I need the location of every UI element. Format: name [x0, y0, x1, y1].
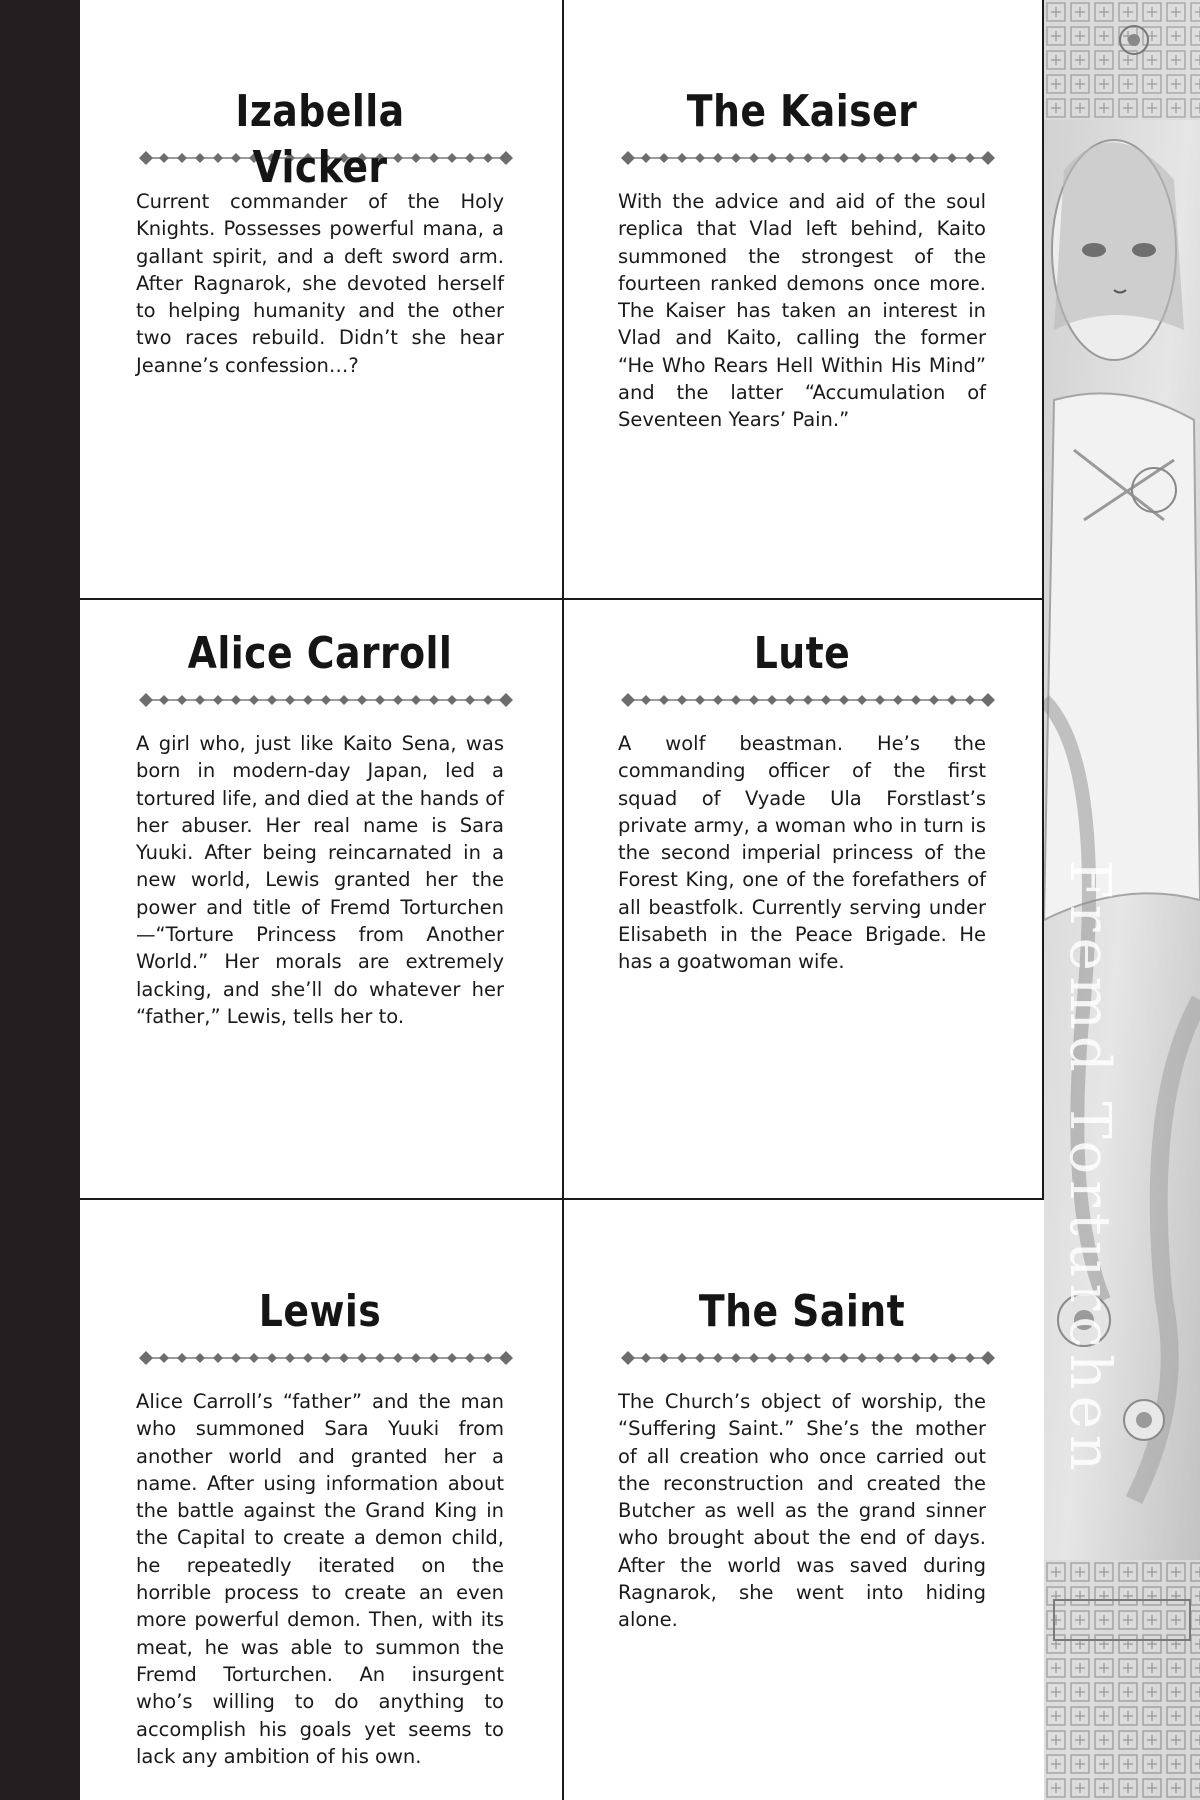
- ornament-diamond: [695, 1353, 705, 1363]
- ornament-diamond: [695, 153, 705, 163]
- ornament-diamond: [767, 695, 777, 705]
- ornament-diamond: [911, 153, 921, 163]
- ornament-diamond: [875, 153, 885, 163]
- ornament-diamond: [357, 1353, 367, 1363]
- ornament-diamond: [231, 1353, 241, 1363]
- ornament-diamond: [713, 695, 723, 705]
- ornament-diamond: [159, 1353, 169, 1363]
- character-name: Alice Carroll: [187, 628, 453, 679]
- ornament-diamond: [731, 1353, 741, 1363]
- character-description: A wolf beastman. He’s the commanding officer of the first squad of Vyade Ula Forstlast’s private army, a woman who in turn is the second imperial princess of the Forest King, one of the forefathers of all beastfolk. Currently serving under Elisabeth in the Peace Brigade. He has a goatwoman wife.: [618, 732, 986, 974]
- vertical-title-text: Fremd Torturchen: [1057, 860, 1122, 1477]
- ornament-diamond: [981, 151, 995, 165]
- divider-ornament-icon: [618, 1350, 998, 1366]
- ornament-diamond: [483, 695, 493, 705]
- ornament-diamond: [621, 693, 635, 707]
- ornament-diamond: [677, 695, 687, 705]
- ornament-diamond: [429, 153, 439, 163]
- character-card-lute: [562, 542, 1042, 1142]
- character-description: With the advice and aid of the soul replica that Vlad left behind, Kaito summoned the strongest of the fourteen ranked demons once more. The Kaiser has taken an interest in Vlad and Kaito, calling the former “He Who Rears Hell Within His Mind” and the latter “Accumulation of Seventeen Years’ Pain.”: [618, 190, 986, 432]
- ornament-diamond: [231, 695, 241, 705]
- ornament-diamond: [641, 1353, 651, 1363]
- ornament-diamond: [285, 695, 295, 705]
- ornament-diamond: [749, 695, 759, 705]
- ornament-diamond: [803, 153, 813, 163]
- ornament-diamond: [621, 1351, 635, 1365]
- divider-ornament-icon: [618, 150, 998, 166]
- ornament-diamond: [875, 1353, 885, 1363]
- ornament-diamond: [947, 695, 957, 705]
- ornament-diamond: [267, 1353, 277, 1363]
- ornament-diamond: [893, 153, 903, 163]
- ornament-diamond: [929, 1353, 939, 1363]
- ornament-diamond: [177, 153, 187, 163]
- ornament-diamond: [731, 695, 741, 705]
- ornament-diamond: [139, 693, 153, 707]
- ornament-diamond: [929, 153, 939, 163]
- ornament-diamond: [621, 151, 635, 165]
- ornament-diamond: [483, 153, 493, 163]
- ornament-diamond: [965, 1353, 975, 1363]
- ornament-diamond: [411, 1353, 421, 1363]
- character-card-lewis: [80, 1200, 560, 1800]
- ornament-diamond: [641, 153, 651, 163]
- ornament-diamond: [893, 695, 903, 705]
- character-name: The Saint: [698, 1286, 906, 1337]
- character-description: A girl who, just like Kaito Sena, was born in modern-day Japan, led a tortured life, and died at the hands of her abuser. Her real name is Sara Yuuki. After being reincarnated in a new world, Lewis granted her the power and title of Fremd Torturchen—“Torture Princess from Another World.” Her morals are extremely lacking, and she’ll do whatever her “father,” Lewis, tells her to.: [136, 732, 504, 1028]
- ornament-diamond: [285, 1353, 295, 1363]
- ornament-diamond: [339, 1353, 349, 1363]
- ornament-diamond: [803, 695, 813, 705]
- character-card-izabella-vicker: [80, 0, 560, 600]
- ornament-diamond: [375, 695, 385, 705]
- ornament-diamond: [499, 1351, 513, 1365]
- ornament-diamond: [159, 695, 169, 705]
- ornament-diamond: [357, 695, 367, 705]
- ornament-diamond: [465, 695, 475, 705]
- ornament-diamond: [857, 153, 867, 163]
- ornament-diamond: [249, 1353, 259, 1363]
- ornament-diamond: [465, 1353, 475, 1363]
- ornament-diamond: [981, 1351, 995, 1365]
- ornament-diamond: [857, 1353, 867, 1363]
- divider-ornament-icon: [618, 692, 998, 708]
- ornament-diamond: [339, 695, 349, 705]
- ornament-diamond: [303, 1353, 313, 1363]
- ornament-diamond: [231, 153, 241, 163]
- ornament-diamond: [857, 695, 867, 705]
- ornament-diamond: [731, 153, 741, 163]
- character-name: The Kaiser: [686, 86, 918, 137]
- ornament-diamond: [303, 695, 313, 705]
- ornament-diamond: [195, 695, 205, 705]
- character-name: Lute: [753, 628, 851, 679]
- ornament-diamond: [785, 695, 795, 705]
- ornament-diamond: [821, 153, 831, 163]
- ornament-diamond: [821, 695, 831, 705]
- ornament-diamond: [677, 153, 687, 163]
- ornament-diamond: [659, 695, 669, 705]
- ornament-diamond: [465, 153, 475, 163]
- ornament-diamond: [767, 153, 777, 163]
- character-card-alice-carroll: [80, 542, 560, 1142]
- ornament-diamond: [911, 1353, 921, 1363]
- ornament-diamond: [139, 151, 153, 165]
- character-description: Current commander of the Holy Knights. Possesses powerful mana, a gallant spirit, and a deft sword arm. After Ragnarok, she devoted herself to helping humanity and the other two races rebuild. Didn’t she hear Jeanne’s confession…?: [136, 190, 504, 377]
- ornament-diamond: [713, 153, 723, 163]
- divider-ornament-icon: [136, 1350, 516, 1366]
- ornament-diamond: [695, 695, 705, 705]
- character-card-the-kaiser: [562, 0, 1042, 600]
- character-name: Lewis: [258, 1286, 382, 1337]
- divider-ornament-icon: [136, 692, 516, 708]
- ornament-diamond: [749, 153, 759, 163]
- ornament-diamond: [177, 695, 187, 705]
- ornament-diamond: [947, 153, 957, 163]
- ornament-diamond: [785, 1353, 795, 1363]
- character-description: The Church’s object of worship, the “Suffering Saint.” She’s the mother of all creation who once carried out the reconstruction and created the Butcher as well as the grand sinner who brought about the end of days. After the world was saved during Ragnarok, she went into hiding alone.: [618, 1390, 986, 1632]
- ornament-diamond: [911, 695, 921, 705]
- ornament-diamond: [785, 153, 795, 163]
- ornament-diamond: [447, 1353, 457, 1363]
- ornament-diamond: [947, 1353, 957, 1363]
- ornament-diamond: [159, 153, 169, 163]
- ornament-diamond: [767, 1353, 777, 1363]
- ornament-diamond: [411, 153, 421, 163]
- ornament-diamond: [677, 1353, 687, 1363]
- ornament-diamond: [839, 153, 849, 163]
- ornament-diamond: [213, 695, 223, 705]
- ornament-diamond: [321, 695, 331, 705]
- ornament-diamond: [195, 1353, 205, 1363]
- ornament-diamond: [641, 695, 651, 705]
- ornament-diamond: [821, 1353, 831, 1363]
- ornament-diamond: [375, 1353, 385, 1363]
- character-description: Alice Carroll’s “father” and the man who summoned Sara Yuuki from another world and granted her a name. After using information about the battle against the Grand King in the Capital to create a demon child, he repeatedly iterated on the horrible process to create an even more powerful demon. Then, with its meat, he was able to summon the Fremd Torturchen. An insurgent who’s willing to do anything to accomplish his goals yet seems to lack any ambition of his own.: [136, 1390, 504, 1768]
- ornament-diamond: [429, 695, 439, 705]
- ornament-diamond: [429, 1353, 439, 1363]
- ornament-diamond: [213, 1353, 223, 1363]
- ornament-diamond: [839, 695, 849, 705]
- ornament-diamond: [499, 693, 513, 707]
- character-card-the-saint: [562, 1200, 1042, 1800]
- ornament-diamond: [249, 695, 259, 705]
- ornament-diamond: [981, 693, 995, 707]
- ornament-diamond: [499, 151, 513, 165]
- ornament-diamond: [875, 695, 885, 705]
- side-illustration: [1044, 0, 1200, 1800]
- ornament-diamond: [893, 1353, 903, 1363]
- character-name: Izabella Vicker: [235, 86, 405, 193]
- ornament-diamond: [139, 1351, 153, 1365]
- ornament-diamond: [929, 695, 939, 705]
- ornament-diamond: [447, 695, 457, 705]
- ornament-diamond: [195, 153, 205, 163]
- character-grid: [80, 0, 1044, 1800]
- ornament-diamond: [483, 1353, 493, 1363]
- ornament-diamond: [659, 153, 669, 163]
- ornament-diamond: [965, 695, 975, 705]
- ornament-diamond: [213, 153, 223, 163]
- ornament-diamond: [393, 695, 403, 705]
- ornament-diamond: [749, 1353, 759, 1363]
- ornament-diamond: [267, 695, 277, 705]
- left-margin-bar: [0, 0, 80, 1800]
- ornament-diamond: [177, 1353, 187, 1363]
- ornament-diamond: [393, 1353, 403, 1363]
- ornament-diamond: [803, 1353, 813, 1363]
- ornament-diamond: [713, 1353, 723, 1363]
- ornament-diamond: [659, 1353, 669, 1363]
- ornament-diamond: [965, 153, 975, 163]
- ornament-diamond: [393, 153, 403, 163]
- ornament-diamond: [321, 1353, 331, 1363]
- ornament-diamond: [447, 153, 457, 163]
- ornament-diamond: [411, 695, 421, 705]
- ornament-diamond: [839, 1353, 849, 1363]
